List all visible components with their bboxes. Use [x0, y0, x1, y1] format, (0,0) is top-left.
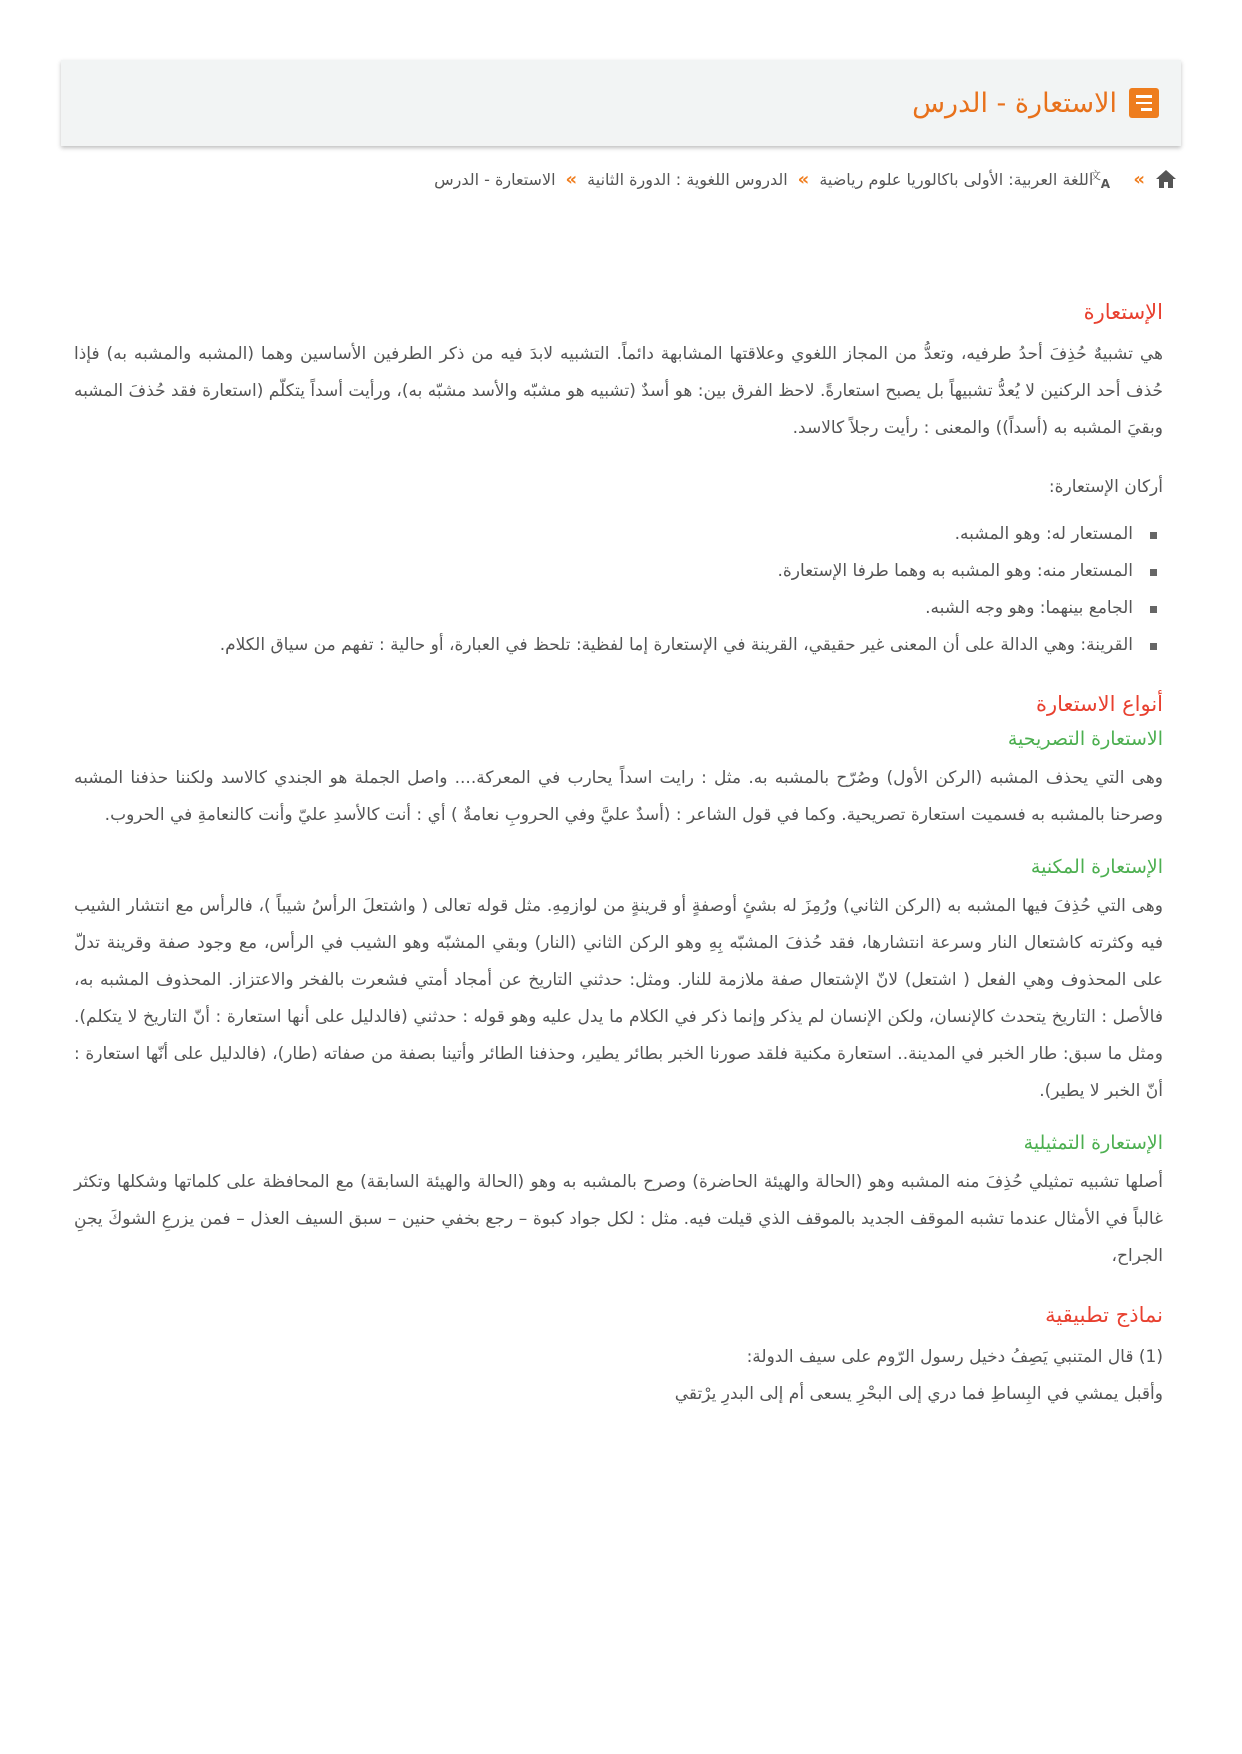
breadcrumb [61, 168, 1177, 190]
translate-icon [1090, 168, 1123, 191]
explicit-heading: الاستعارة التصريحية [1007, 728, 1163, 750]
breadcrumb-separator: » [565, 168, 578, 190]
definition-paragraph: هي تشبيهٌ حُذِفَ أحدُ طرفيه، وتعدُّ من المجاز اللغوي وعلاقتها المشابهة دائماً. التشبيه لابدَ فيه من ذكر الطرفين الأساسين وهما (المشبه والمشبه به) فإذا حُذف أحد الركنين لا يُعدُّ تشبيهاً بل يصبح استعارةً. لاحظ الفرق بين: هو أسدٌ (تشبيه هو مشبّه والأسد مشبّه به)، ورأيت أسداً يتكلّم (استعارة فقد حُذفَ المشبه وبقيَ المشبه به (أسداً)) والمعنى : رأيت رجلاً كالاسد. [74, 344, 1163, 438]
implicit-heading: الإستعارة المكنية [1030, 856, 1163, 878]
explicit-paragraph: وهى التي يحذف المشبه (الركن الأول) وصُرّح بالمشبه به. مثل : رايت اسداً يحارب في المعركة.... واصل الجملة هو الجندي كالاسد ولكننا حذفنا المشبه وصرحنا بالمشبه به فسميت استعارة تصريحية. وكما في قول الشاعر : (أسدٌ عليَّ وفي الحروبِ نعامةٌ ) أي : أنت كالأسدِ عليّ وأنت كالنعامةِ في الحروب. [74, 768, 1163, 825]
list-item: القرينة: وهي الدالة على أن المعنى غير حقيقي، القرينة في الإستعارة إما لفظية: تلحظ في العبارة، أو حالية : تفهم من سياق الكلام. [74, 627, 1163, 664]
document-icon [1129, 88, 1159, 118]
examples-heading: نماذج تطبيقية [1045, 1303, 1163, 1327]
example-verse: وأقبل يمشي في البِساطِ فما دري إلى البحْرِ يسعى أم إلى البدرِ يرْتقي [674, 1384, 1163, 1404]
breadcrumb-separator: » [1133, 168, 1145, 190]
breadcrumb-separator: » [797, 168, 810, 190]
breadcrumb-item-subject[interactable] [819, 168, 1123, 190]
breadcrumb-item-section[interactable]: الدروس اللغوية : الدورة الثانية [587, 169, 788, 189]
list-item: الجامع بينهما: وهو وجه الشبه. [74, 590, 1163, 627]
page-header [61, 60, 1181, 146]
breadcrumb-label-subject[interactable]: اللغة العربية: الأولى باكالوريا علوم رياضية [819, 169, 1094, 189]
list-item: المستعار له: وهو المشبه. [74, 516, 1163, 553]
types-heading: أنواع الاستعارة [1036, 692, 1163, 716]
home-icon[interactable] [1155, 169, 1177, 189]
svg-text:文: 文 [1090, 169, 1102, 182]
representative-paragraph: أصلها تشبيه تمثيلي حُذِفَ منه المشبه وهو (الحالة والهيئة الحاضرة) وصرح بالمشبه به وهو (الحالة والهيئة السابقة) مع المحافظة على كلماتها وشكلها وتكثر غالباً في الأمثال عندما تشبه الموقف الجديد بالموقف الذي قيلت فيه. مثل : لكل جواد كبوة – رجع بخفي حنين – سبق السيف العذل – فمن يزرعِ الشوكَ يجنِ الجراح، [74, 1172, 1163, 1266]
representative-heading: الإستعارة التمثيلية [1023, 1132, 1163, 1154]
pillars-heading: أركان الإستعارة: [1048, 477, 1163, 497]
implicit-paragraph: وهى التي حُذِفَ فيها المشبه به (الركن الثاني) ورُمِزَ له بشئٍ أوصفةٍ أو قرينةٍ من لوازمِهِ. مثل قوله تعالى ( واشتعلَ الرأسُ شيباً )، فالرأس مع انتشار الشيب فيه وكثرته كاشتعال النار وسرعة انتشارها، فقد حُذفَ المشبّه بِهِ وهو الركن الثاني (النار) وبقي المشبّه وهو الشيب في الرأس، مع وجود صفة وقرينة تدلّ على المحذوف وهي الفعل ( اشتعل) لانّ الإشتعال صفة ملازمة للنار. ومثل: حدثني التاريخ عن أمجاد أمتي فشعرت بالفخر والاعتزاز. المحذوف المشبه به، فالأصل : التاريخ يتحدث كالإنسان، ولكن الإنسان لم يذكر وإنما ذكر في الكلام ما يدل عليه وهو قوله : حدثني (فالدليل على أنها استعارة : أنّ التاريخ لا يتكلم). ومثل ما سبق: طار الخبر في المدينة.. استعارة مكنية فلقد صورنا الخبر بطائر يطير، وحذفنا الطائر وأتينا بصفة من صفاته (طار)، (فالدليل على أنّها استعارة : أنّ الخبر لا يطير). [74, 896, 1163, 1101]
page-title: الاستعارة - الدرس [912, 87, 1117, 119]
svg-text:A: A [1101, 177, 1111, 191]
pillars-list [74, 516, 1163, 664]
example-line: (1) قال المتنبي يَصِفُ دخيل رسول الرّوم على سيف الدولة: [746, 1347, 1163, 1367]
lesson-content [74, 300, 1163, 1413]
breadcrumb-item-current: الاستعارة - الدرس [434, 169, 556, 189]
definition-heading: الإستعارة [1083, 300, 1163, 324]
list-item: المستعار منه: وهو المشبه به وهما طرفا الإستعارة. [74, 553, 1163, 590]
